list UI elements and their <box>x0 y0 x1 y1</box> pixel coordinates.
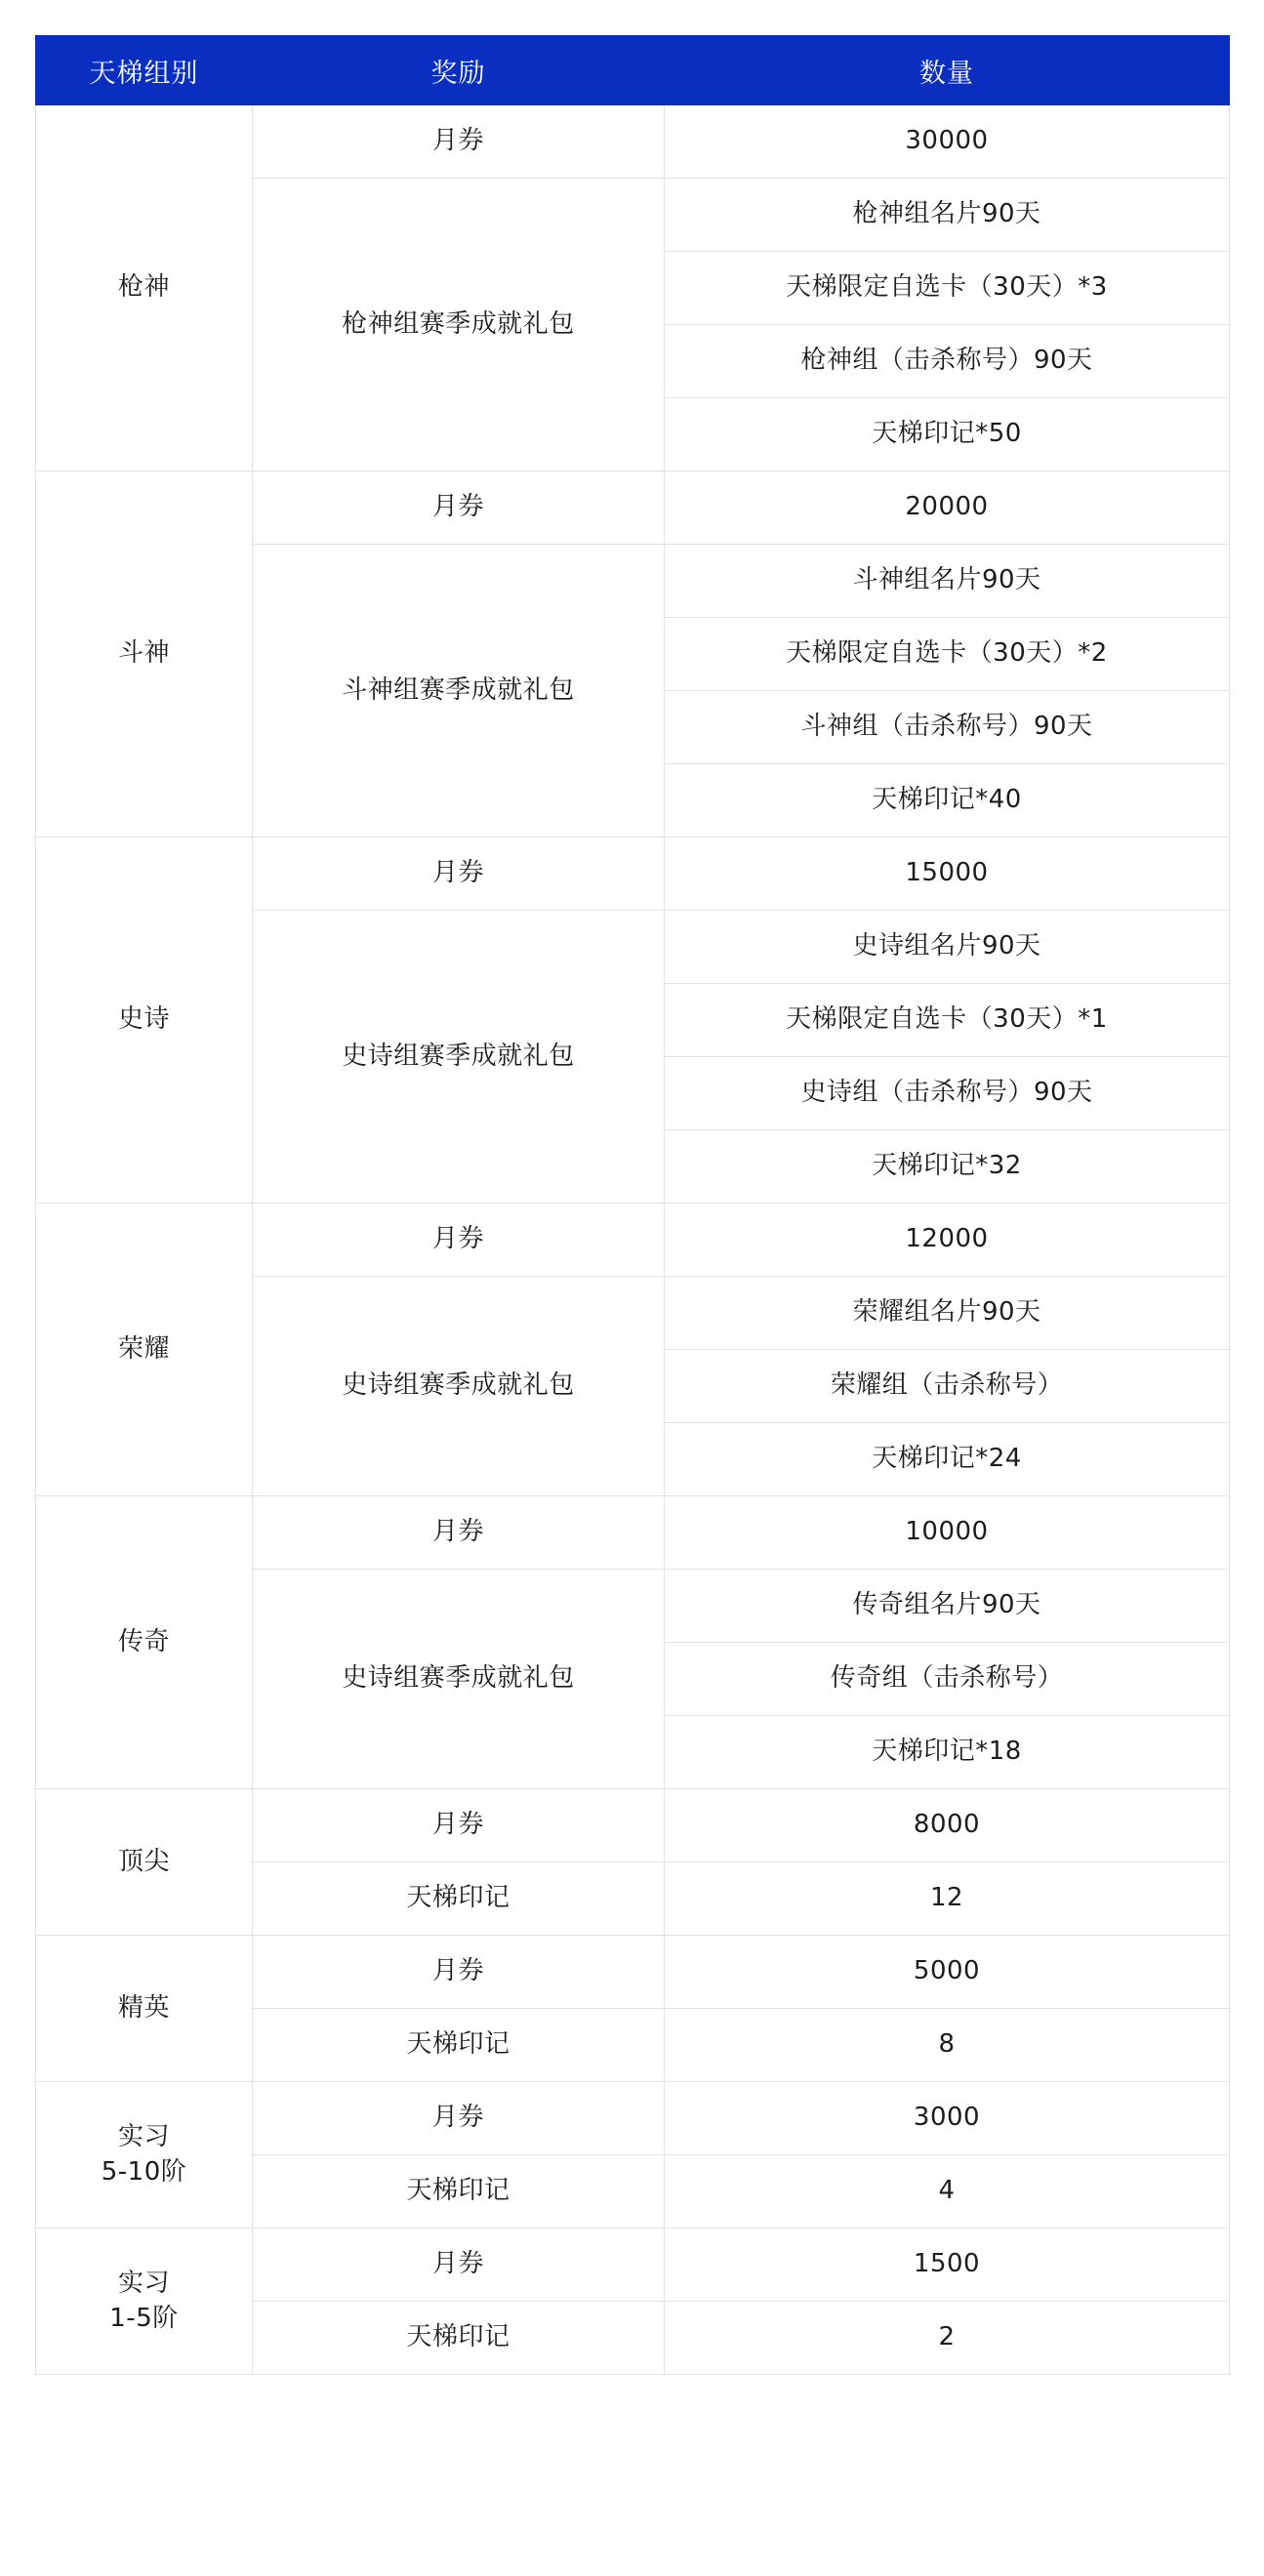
count-cell: 3000 <box>665 2082 1230 2155</box>
tier-cell <box>36 1936 253 2082</box>
ladder-reward-table <box>35 35 1230 2375</box>
table-row <box>36 2082 1230 2155</box>
tier-label: 枪神 <box>117 272 170 303</box>
count-cell: 8000 <box>665 1789 1230 1862</box>
table-body <box>36 105 1230 2375</box>
award-cell: 月券 <box>253 1789 665 1862</box>
tier-cell <box>36 2228 253 2375</box>
count-cell: 2 <box>665 2302 1230 2375</box>
table-row <box>36 1496 1230 1570</box>
tier-cell <box>36 838 253 1204</box>
count-cell: 荣耀组（击杀称号） <box>665 1350 1230 1423</box>
tier-cell <box>36 1496 253 1789</box>
award-cell: 月券 <box>253 1496 665 1570</box>
count-cell: 天梯印记*32 <box>665 1130 1230 1204</box>
award-cell: 史诗组赛季成就礼包 <box>253 911 665 1204</box>
count-cell: 史诗组名片90天 <box>665 911 1230 984</box>
award-cell: 天梯印记 <box>253 2009 665 2082</box>
tier-cell <box>36 2082 253 2228</box>
column-header-award: 奖励 <box>253 36 665 105</box>
count-cell: 天梯限定自选卡（30天）*1 <box>665 984 1230 1057</box>
count-cell: 5000 <box>665 1936 1230 2009</box>
column-header-count: 数量 <box>665 36 1230 105</box>
tier-label: 5-10阶 <box>101 2156 187 2187</box>
tier-cell <box>36 471 253 838</box>
tier-cell <box>36 1204 253 1496</box>
award-cell: 枪神组赛季成就礼包 <box>253 179 665 471</box>
table-header <box>36 36 1230 105</box>
award-cell: 月券 <box>253 838 665 911</box>
table-header-row <box>36 36 1230 105</box>
tier-label: 传奇 <box>117 1626 170 1656</box>
table-row <box>36 1936 1230 2009</box>
tier-cell <box>36 105 253 471</box>
award-cell: 月券 <box>253 1936 665 2009</box>
tier-label: 荣耀 <box>117 1333 170 1364</box>
count-cell: 斗神组（击杀称号）90天 <box>665 691 1230 764</box>
award-cell: 天梯印记 <box>253 2302 665 2375</box>
tier-label: 实习 <box>117 2122 170 2152</box>
award-cell: 月券 <box>253 2228 665 2302</box>
count-cell: 10000 <box>665 1496 1230 1570</box>
award-cell: 月券 <box>253 2082 665 2155</box>
column-header-tier: 天梯组别 <box>36 36 253 105</box>
tier-label: 斗神 <box>117 638 170 669</box>
count-cell: 15000 <box>665 838 1230 911</box>
table-row <box>36 2228 1230 2302</box>
table-row <box>36 1789 1230 1862</box>
count-cell: 4 <box>665 2155 1230 2228</box>
count-cell: 枪神组（击杀称号）90天 <box>665 325 1230 398</box>
award-cell: 月券 <box>253 105 665 179</box>
award-cell: 天梯印记 <box>253 1862 665 1936</box>
tier-cell <box>36 1789 253 1936</box>
table-row <box>36 1204 1230 1277</box>
count-cell: 荣耀组名片90天 <box>665 1277 1230 1350</box>
count-cell: 天梯限定自选卡（30天）*2 <box>665 618 1230 691</box>
count-cell: 天梯印记*50 <box>665 398 1230 471</box>
table-row <box>36 838 1230 911</box>
award-cell: 月券 <box>253 471 665 545</box>
count-cell: 天梯印记*18 <box>665 1716 1230 1789</box>
tier-label: 史诗 <box>117 1004 170 1035</box>
table-row <box>36 105 1230 179</box>
count-cell: 天梯印记*40 <box>665 764 1230 838</box>
count-cell: 1500 <box>665 2228 1230 2302</box>
tier-label: 顶尖 <box>117 1846 170 1876</box>
award-cell: 月券 <box>253 1204 665 1277</box>
table-row <box>36 471 1230 545</box>
count-cell: 传奇组（击杀称号） <box>665 1643 1230 1716</box>
count-cell: 20000 <box>665 471 1230 545</box>
tier-label: 1-5阶 <box>109 2303 179 2333</box>
tier-label: 实习 <box>117 2269 170 2299</box>
award-cell: 天梯印记 <box>253 2155 665 2228</box>
count-cell: 30000 <box>665 105 1230 179</box>
count-cell: 8 <box>665 2009 1230 2082</box>
count-cell: 天梯限定自选卡（30天）*3 <box>665 252 1230 325</box>
count-cell: 12 <box>665 1862 1230 1936</box>
count-cell: 史诗组（击杀称号）90天 <box>665 1057 1230 1130</box>
award-cell: 史诗组赛季成就礼包 <box>253 1277 665 1496</box>
count-cell: 枪神组名片90天 <box>665 179 1230 252</box>
count-cell: 天梯印记*24 <box>665 1423 1230 1496</box>
award-cell: 史诗组赛季成就礼包 <box>253 1570 665 1789</box>
tier-label: 精英 <box>117 1992 170 2023</box>
count-cell: 斗神组名片90天 <box>665 545 1230 618</box>
award-cell: 斗神组赛季成就礼包 <box>253 545 665 838</box>
count-cell: 传奇组名片90天 <box>665 1570 1230 1643</box>
count-cell: 12000 <box>665 1204 1230 1277</box>
